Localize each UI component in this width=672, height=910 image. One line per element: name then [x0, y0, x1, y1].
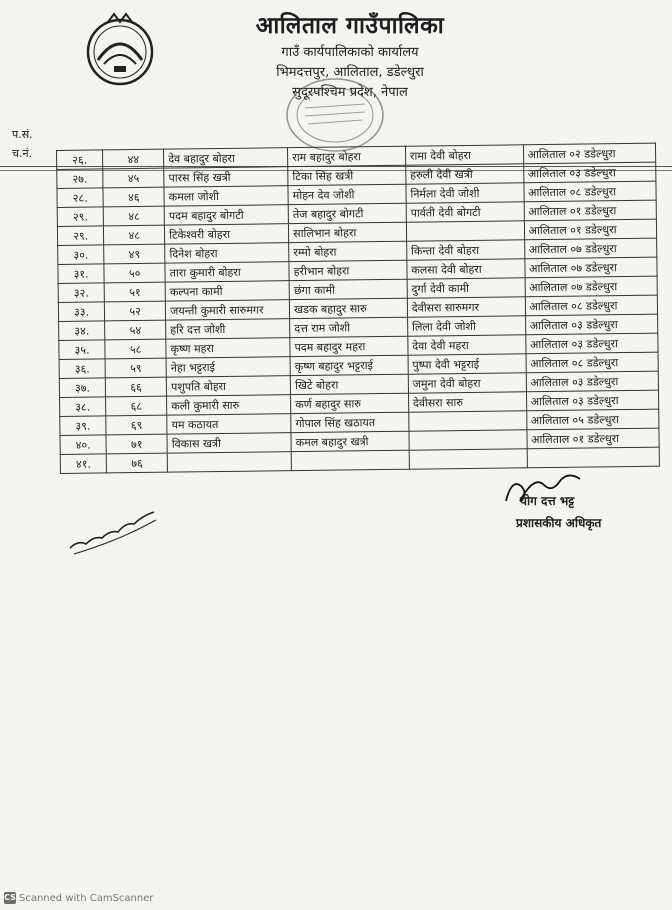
mother-name-cell: देवा देवी महरा	[408, 335, 526, 355]
name-cell: यम कठायत	[167, 414, 291, 435]
reference-number-label: प.सं.	[12, 128, 33, 141]
mother-name-cell	[409, 430, 527, 450]
serial-cell: ३०.	[58, 245, 104, 265]
name-cell: नेहा भट्टराई	[166, 357, 290, 378]
serial-cell: २९.	[57, 207, 103, 227]
serial-cell: २८.	[57, 188, 103, 208]
table-body	[57, 143, 660, 473]
province-line: सुदूरपश्चिम प्रदेश, नेपाल	[292, 85, 408, 100]
father-name-cell: छंगा कामी	[289, 279, 407, 299]
serial-cell: ३२.	[58, 283, 104, 303]
address-cell: आलिताल ०३ डडेल्धुरा	[526, 371, 659, 392]
scanner-footer-text: Scanned with CamScanner	[19, 892, 154, 904]
address-cell: आलिताल ०२ डडेल्धुरा	[523, 143, 656, 164]
serial-cell: ३५.	[59, 340, 105, 360]
name-cell: हरि दत्त जोशी	[166, 319, 290, 340]
address-cell: आलिताल ०७ डडेल्धुरा	[525, 276, 658, 297]
father-name-cell: मोहन देव जोशी	[288, 184, 406, 204]
id-cell: ७६	[106, 453, 167, 473]
name-cell: कमला जोशी	[164, 186, 288, 207]
id-cell: ५०	[104, 263, 165, 283]
name-cell: देव बहादुर बोहरा	[164, 148, 288, 169]
serial-cell: २७.	[57, 169, 103, 189]
id-cell: ४९	[104, 244, 165, 264]
address-cell: आलिताल ०३ डडेल्धुरा	[525, 333, 658, 354]
father-name-cell: खिटे बोहरा	[290, 374, 408, 394]
serial-cell: ३४.	[59, 321, 105, 341]
mother-name-cell: कलसा देवी बोहरा	[407, 259, 525, 279]
father-name-cell: रम्मो बोहरा	[289, 241, 407, 261]
mother-name-cell: देवीसरा सारुमगर	[407, 297, 525, 317]
id-cell: ५९	[105, 358, 166, 378]
father-name-cell: टिका सिंह खत्री	[288, 165, 406, 185]
address-cell: आलिताल ०८ डडेल्धुरा	[526, 352, 659, 373]
name-cell: पदम बहादुर बोगटी	[164, 205, 288, 226]
handwritten-date-note-icon	[64, 500, 164, 560]
father-name-cell: राम बहादुर बोहरा	[288, 146, 406, 166]
address-cell: आलिताल ०७ डडेल्धुरा	[524, 238, 657, 259]
name-cell: कल्पना कामी	[165, 281, 289, 302]
id-cell: ५४	[105, 320, 166, 340]
mother-name-cell: देवीसरा सारु	[408, 392, 526, 412]
serial-cell: ३६.	[59, 359, 105, 379]
serial-cell: २९.	[57, 226, 103, 246]
father-name-cell: खडक बहादुर सारु	[290, 298, 408, 318]
address-cell: आलिताल ०८ डडेल्धुरा	[523, 181, 656, 202]
municipality-title: आलिताल गाउँपालिका	[255, 13, 445, 39]
id-cell: ६८	[106, 396, 167, 416]
serial-cell: ३९.	[60, 416, 106, 436]
id-cell: ४८	[104, 225, 165, 245]
serial-cell: ४१.	[60, 454, 106, 474]
mother-name-cell: निर्मला देवी जोशी	[406, 183, 524, 203]
address-cell: आलिताल ०८ डडेल्धुरा	[525, 295, 658, 316]
address-cell: आलिताल ०१ डडेल्धुरा	[524, 200, 657, 221]
name-cell: पशुपति बोहरा	[166, 376, 290, 397]
applicant-table	[56, 143, 660, 474]
father-name-cell: कर्ण बहादुर सारु	[291, 393, 409, 413]
address-cell: आलिताल ०१ डडेल्धुरा	[524, 219, 657, 240]
id-cell: ६६	[106, 377, 167, 397]
scanner-footer	[4, 892, 154, 904]
father-name-cell: गोपाल सिंह खठायत	[291, 412, 409, 432]
serial-cell: २६.	[57, 150, 103, 170]
id-cell: ४५	[103, 168, 164, 188]
office-name: गाउँ कार्यपालिकाको कार्यालय	[281, 45, 419, 60]
name-cell: दिनेश बोहरा	[165, 243, 289, 264]
father-name-cell: सालिभान बोहरा	[289, 222, 407, 242]
name-cell: विकास खत्री	[167, 433, 291, 454]
id-cell: ४८	[103, 206, 164, 226]
address-cell: आलिताल ०५ डडेल्धुरा	[526, 409, 659, 430]
name-cell: पारस सिंह खत्री	[164, 167, 288, 188]
id-cell: ५२	[105, 301, 166, 321]
father-name-cell: हरीभान बोहरा	[289, 260, 407, 280]
name-cell	[167, 452, 291, 473]
id-cell: ५१	[104, 282, 165, 302]
mother-name-cell	[406, 221, 524, 241]
office-address: भिमदत्तपुर, आलिताल, डडेल्धुरा	[276, 65, 424, 80]
serial-cell: ३८.	[60, 397, 106, 417]
officer-title: प्रशासकीय अधिकृत	[516, 516, 602, 530]
address-cell: आलिताल ०३ डडेल्धुरा	[526, 390, 659, 411]
id-cell: ४६	[103, 187, 164, 207]
officer-name: योग दत्त भट्ट	[520, 494, 575, 508]
address-cell: आलिताल ०७ डडेल्धुरा	[524, 257, 657, 278]
id-cell: ७१	[106, 434, 167, 454]
mother-name-cell: हरुली देवी खत्री	[406, 164, 524, 184]
serial-cell: ३७.	[59, 378, 105, 398]
mother-name-cell: दुर्गा देवी कामी	[407, 278, 525, 298]
mother-name-cell: लिला देवी जोशी	[407, 316, 525, 336]
serial-cell: ४०.	[60, 435, 106, 455]
serial-cell: ३१.	[58, 264, 104, 284]
address-cell: आलिताल ०३ डडेल्धुरा	[525, 314, 658, 335]
dispatch-number-label: च.नं.	[12, 147, 33, 160]
father-name-cell: पदम बहादुर महरा	[290, 336, 408, 356]
serial-cell: ३३.	[58, 302, 104, 322]
mother-name-cell: रामा देवी बोहरा	[405, 145, 523, 165]
id-cell: ५८	[105, 339, 166, 359]
name-cell: टिकेश्वरी बोहरा	[165, 224, 289, 245]
mother-name-cell: पुष्पा देवी भट्टराई	[408, 354, 526, 374]
mother-name-cell	[409, 411, 527, 431]
address-cell: आलिताल ०१ डडेल्धुरा	[527, 428, 660, 449]
emblem-logo-icon	[78, 8, 162, 92]
father-name-cell: कृष्ण बहादुर भट्टराई	[290, 355, 408, 375]
id-cell: ६९	[106, 415, 167, 435]
camscanner-icon: CS	[4, 893, 16, 902]
mother-name-cell: किन्ता देवी बोहरा	[407, 240, 525, 260]
mother-name-cell: जमुना देवी बोहरा	[408, 373, 526, 393]
id-cell: ४४	[103, 149, 164, 169]
father-name-cell: कमल बहादुर खत्री	[291, 431, 409, 451]
name-cell: जयन्ती कुमारी सारुमगर	[166, 300, 290, 321]
mother-name-cell: पार्वती देवी बोगटी	[406, 202, 524, 222]
name-cell: तारा कुमारी बोहरा	[165, 262, 289, 283]
father-name-cell: दत्त राम जोशी	[290, 317, 408, 337]
name-cell: कृष्ण महरा	[166, 338, 290, 359]
address-cell: आलिताल ०३ डडेल्धुरा	[523, 162, 656, 183]
father-name-cell	[291, 450, 409, 470]
father-name-cell: तेज बहादुर बोगटी	[288, 203, 406, 223]
name-cell: कली कुमारी सारु	[167, 395, 291, 416]
